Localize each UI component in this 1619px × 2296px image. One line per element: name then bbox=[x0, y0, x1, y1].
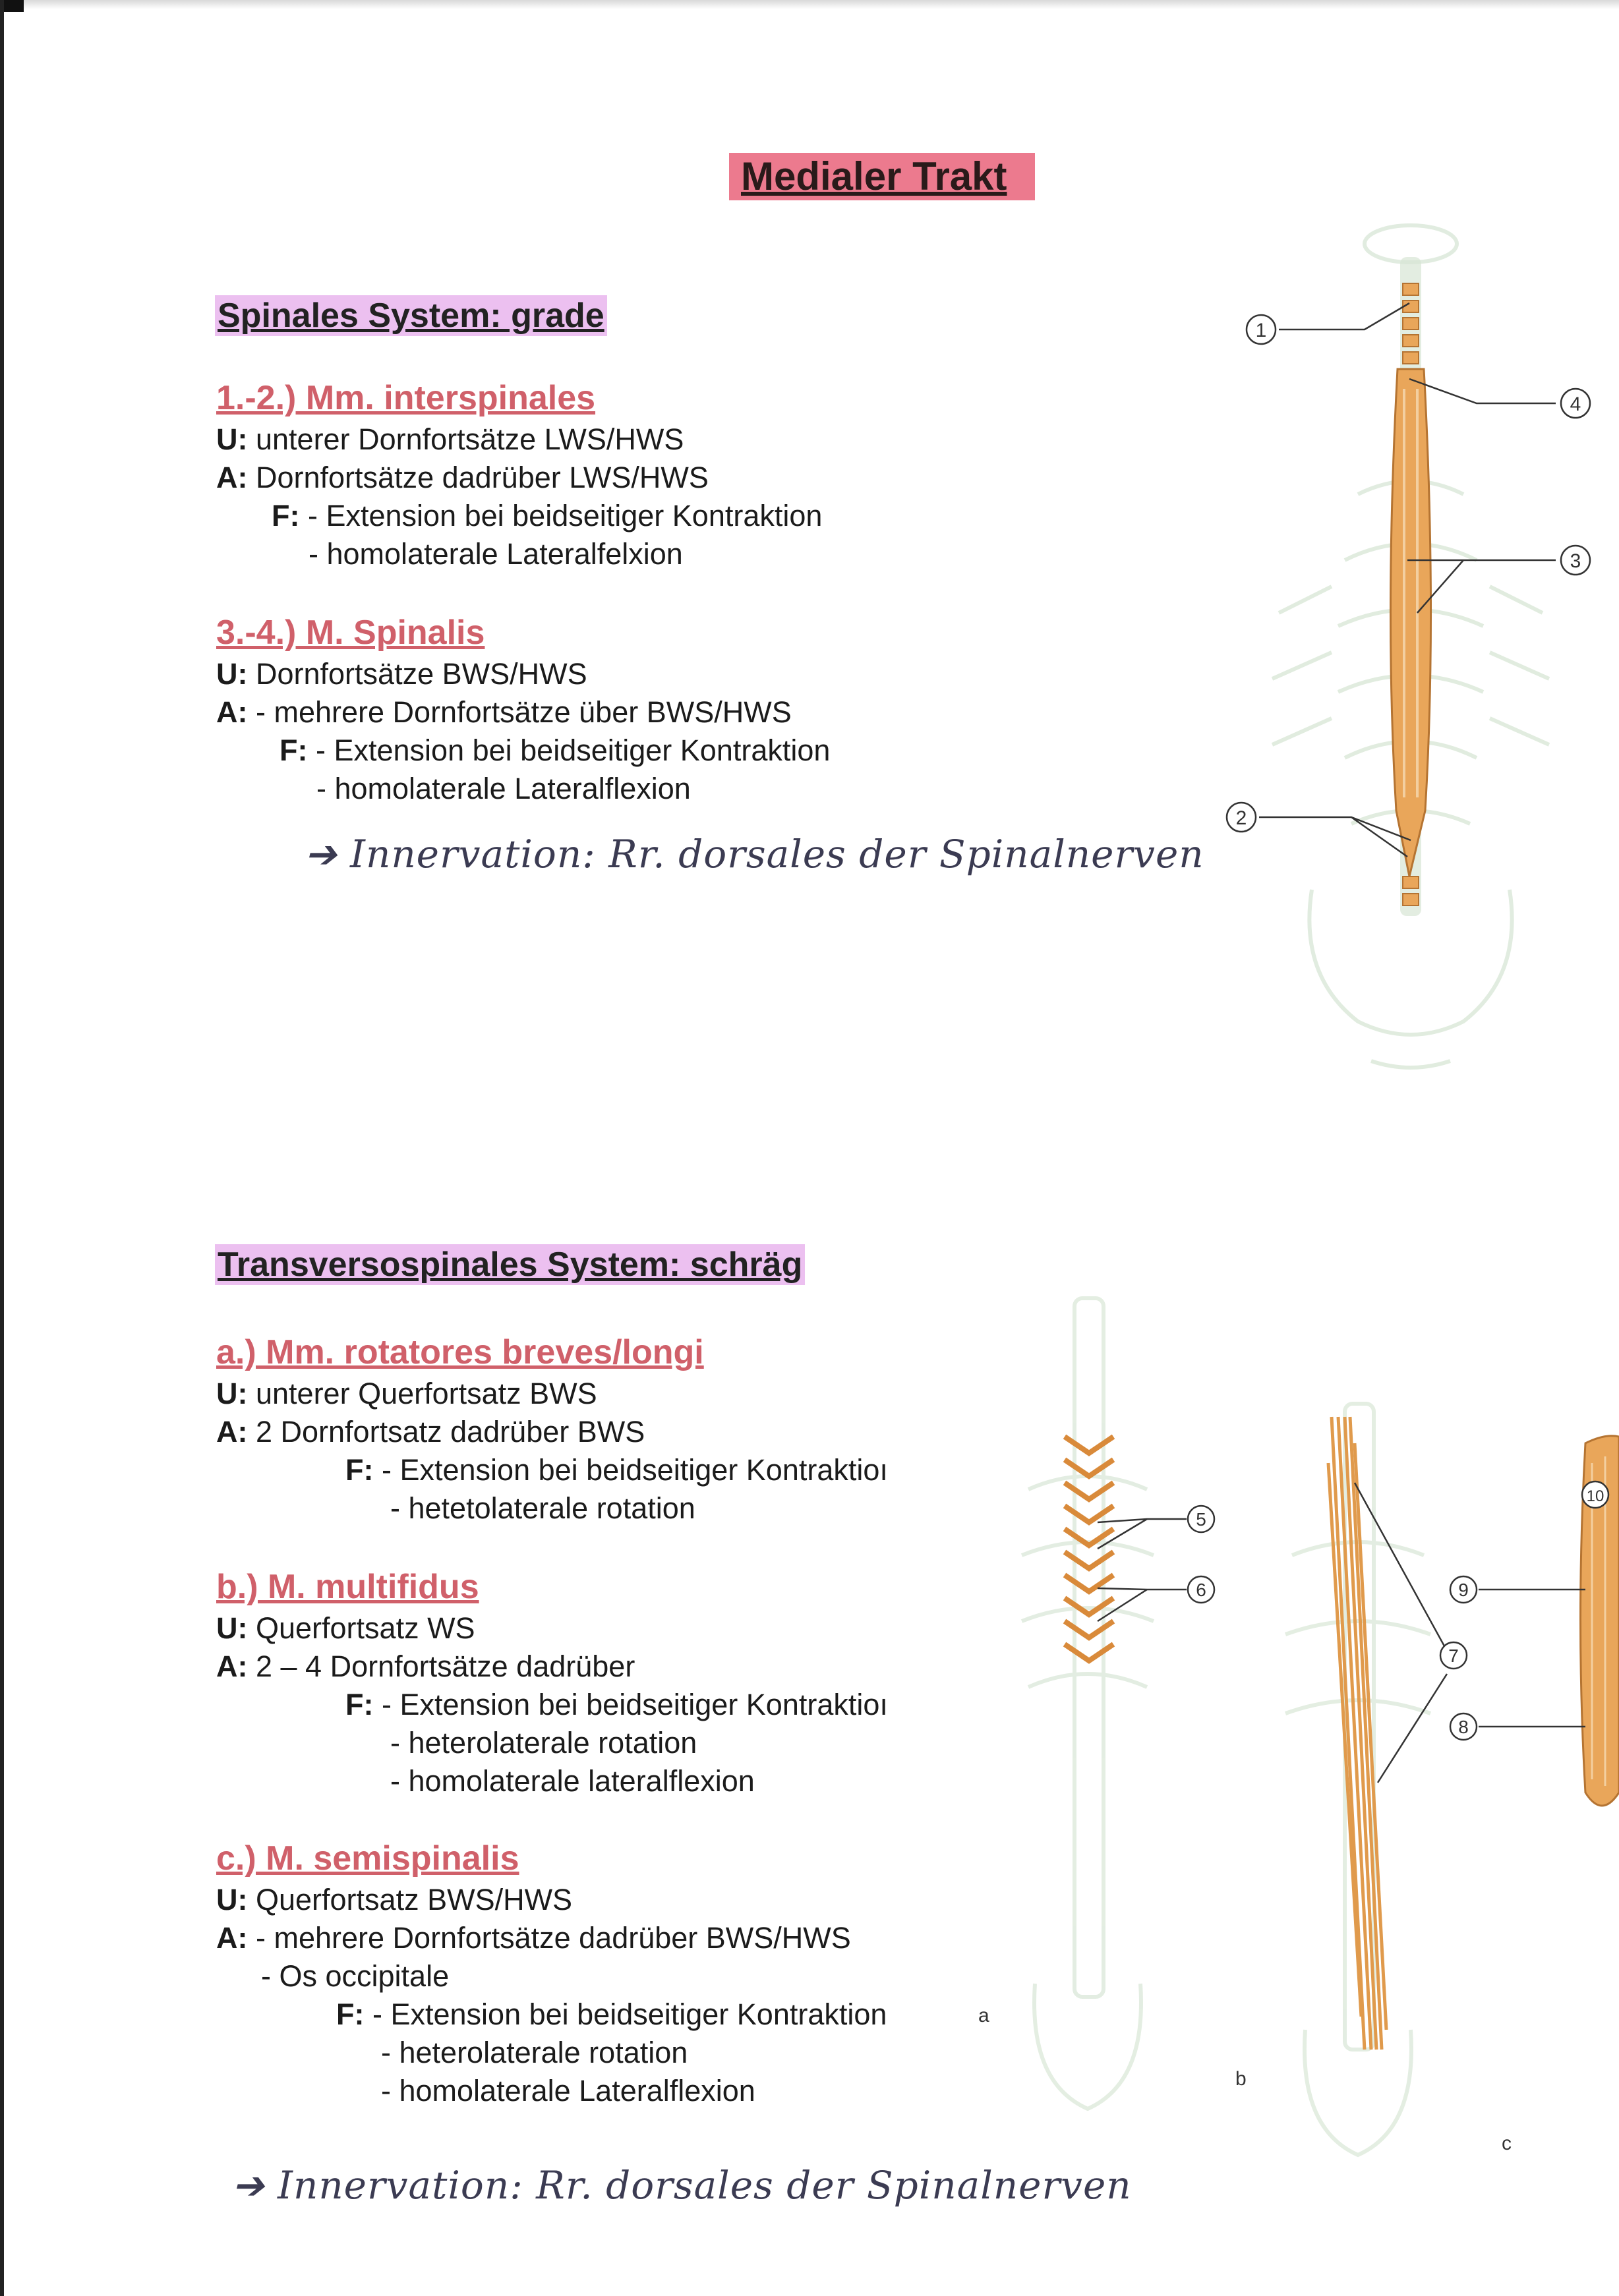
function-line-3: - homolaterale Lateralflexion bbox=[381, 2074, 755, 2108]
figure-label-5: 5 bbox=[1196, 1509, 1206, 1530]
function-line: F: - Extension bei beidseitiger Kontraktion bbox=[280, 733, 831, 767]
function-line: F: - Extension bei beidseitiger Kontraktion bbox=[336, 1997, 887, 2031]
origin-line: U: unterer Querfortsatz BWS bbox=[216, 1377, 597, 1410]
arrow-icon: ➔ bbox=[232, 2163, 278, 2208]
origin-line: U: unterer Dornfortsätze LWS/HWS bbox=[216, 422, 684, 456]
figure-label-1: 1 bbox=[1255, 320, 1267, 341]
muscle-name-interspinales: 1.-2.) Mm. interspinales bbox=[216, 379, 596, 417]
handwritten-innervation-note-2: ➔ Innervation: Rr. dorsales der Spinalnerven bbox=[232, 2163, 1132, 2208]
panel-letter-a: a bbox=[978, 2005, 989, 2026]
muscle-name-rotatores: a.) Mm. rotatores breves/longi bbox=[216, 1333, 704, 1371]
function-line-2: - homolaterale Lateralfelxion bbox=[309, 537, 683, 571]
figure-label-3: 3 bbox=[1570, 550, 1581, 572]
insertion-line: A: 2 – 4 Dornfortsätze dadrüber bbox=[216, 1650, 635, 1683]
muscle-name-spinalis: 3.-4.) M. Spinalis bbox=[216, 614, 485, 652]
function-line-2: - heterolaterale rotation bbox=[381, 2036, 688, 2069]
spinalis-figure bbox=[1200, 217, 1619, 1074]
scan-edge bbox=[0, 0, 1619, 9]
figure-label-8: 8 bbox=[1458, 1717, 1469, 1737]
panel-letter-c: c bbox=[1502, 2133, 1512, 2154]
muscle-name-semispinalis: c.) M. semispinalis bbox=[216, 1839, 519, 1878]
insertion-line: A: - mehrere Dornfortsätze dadrüber BWS/HWS bbox=[216, 1921, 851, 1955]
figure-label-10: 10 bbox=[1586, 1487, 1604, 1505]
section-heading-transversospinal: Transversospinales System: schräg bbox=[215, 1244, 805, 1285]
figure-label-7: 7 bbox=[1448, 1646, 1459, 1666]
function-line: F: - Extension bei beidseitiger Kontraktioı bbox=[345, 1688, 888, 1721]
function-line-2: - homolaterale Lateralflexion bbox=[316, 772, 691, 805]
scan-left-edge bbox=[0, 0, 4, 2296]
figure-label-9: 9 bbox=[1458, 1580, 1469, 1600]
function-line: F: - Extension bei beidseitiger Kontraktioı bbox=[345, 1453, 888, 1487]
figure-label-4: 4 bbox=[1570, 393, 1581, 415]
insertion-line: A: 2 Dornfortsatz dadrüber BWS bbox=[216, 1415, 645, 1449]
function-line-2: - heterolaterale rotation bbox=[390, 1726, 697, 1760]
origin-line: U: Querfortsatz WS bbox=[216, 1611, 475, 1645]
insertion-line: A: Dornfortsätze dadrüber LWS/HWS bbox=[216, 461, 709, 494]
arrow-icon: ➔ bbox=[305, 832, 351, 876]
transversospinal-figure bbox=[989, 1292, 1619, 2175]
function-line: F: - Extension bei beidseitiger Kontraktion bbox=[272, 499, 823, 532]
handwritten-innervation-note: ➔ Innervation: Rr. dorsales der Spinalnerven bbox=[305, 832, 1204, 876]
insertion-line: A: - mehrere Dornfortsätze über BWS/HWS bbox=[216, 695, 792, 729]
origin-line: U: Dornfortsätze BWS/HWS bbox=[216, 657, 587, 691]
origin-line: U: Querfortsatz BWS/HWS bbox=[216, 1883, 573, 1916]
page-title: Medialer Trakt bbox=[729, 153, 1035, 200]
figure-label-2: 2 bbox=[1235, 807, 1247, 829]
muscle-name-multifidus: b.) M. multifidus bbox=[216, 1568, 479, 1606]
function-line-3: - homolaterale lateralflexion bbox=[390, 1764, 755, 1798]
section-heading-spinal: Spinales System: grade bbox=[215, 295, 607, 336]
function-line-2: - hetetolaterale rotation bbox=[390, 1491, 695, 1525]
panel-letter-b: b bbox=[1235, 2068, 1247, 2090]
figure-label-6: 6 bbox=[1196, 1580, 1206, 1600]
insertion-line-2: - Os occipitale bbox=[261, 1959, 450, 1993]
